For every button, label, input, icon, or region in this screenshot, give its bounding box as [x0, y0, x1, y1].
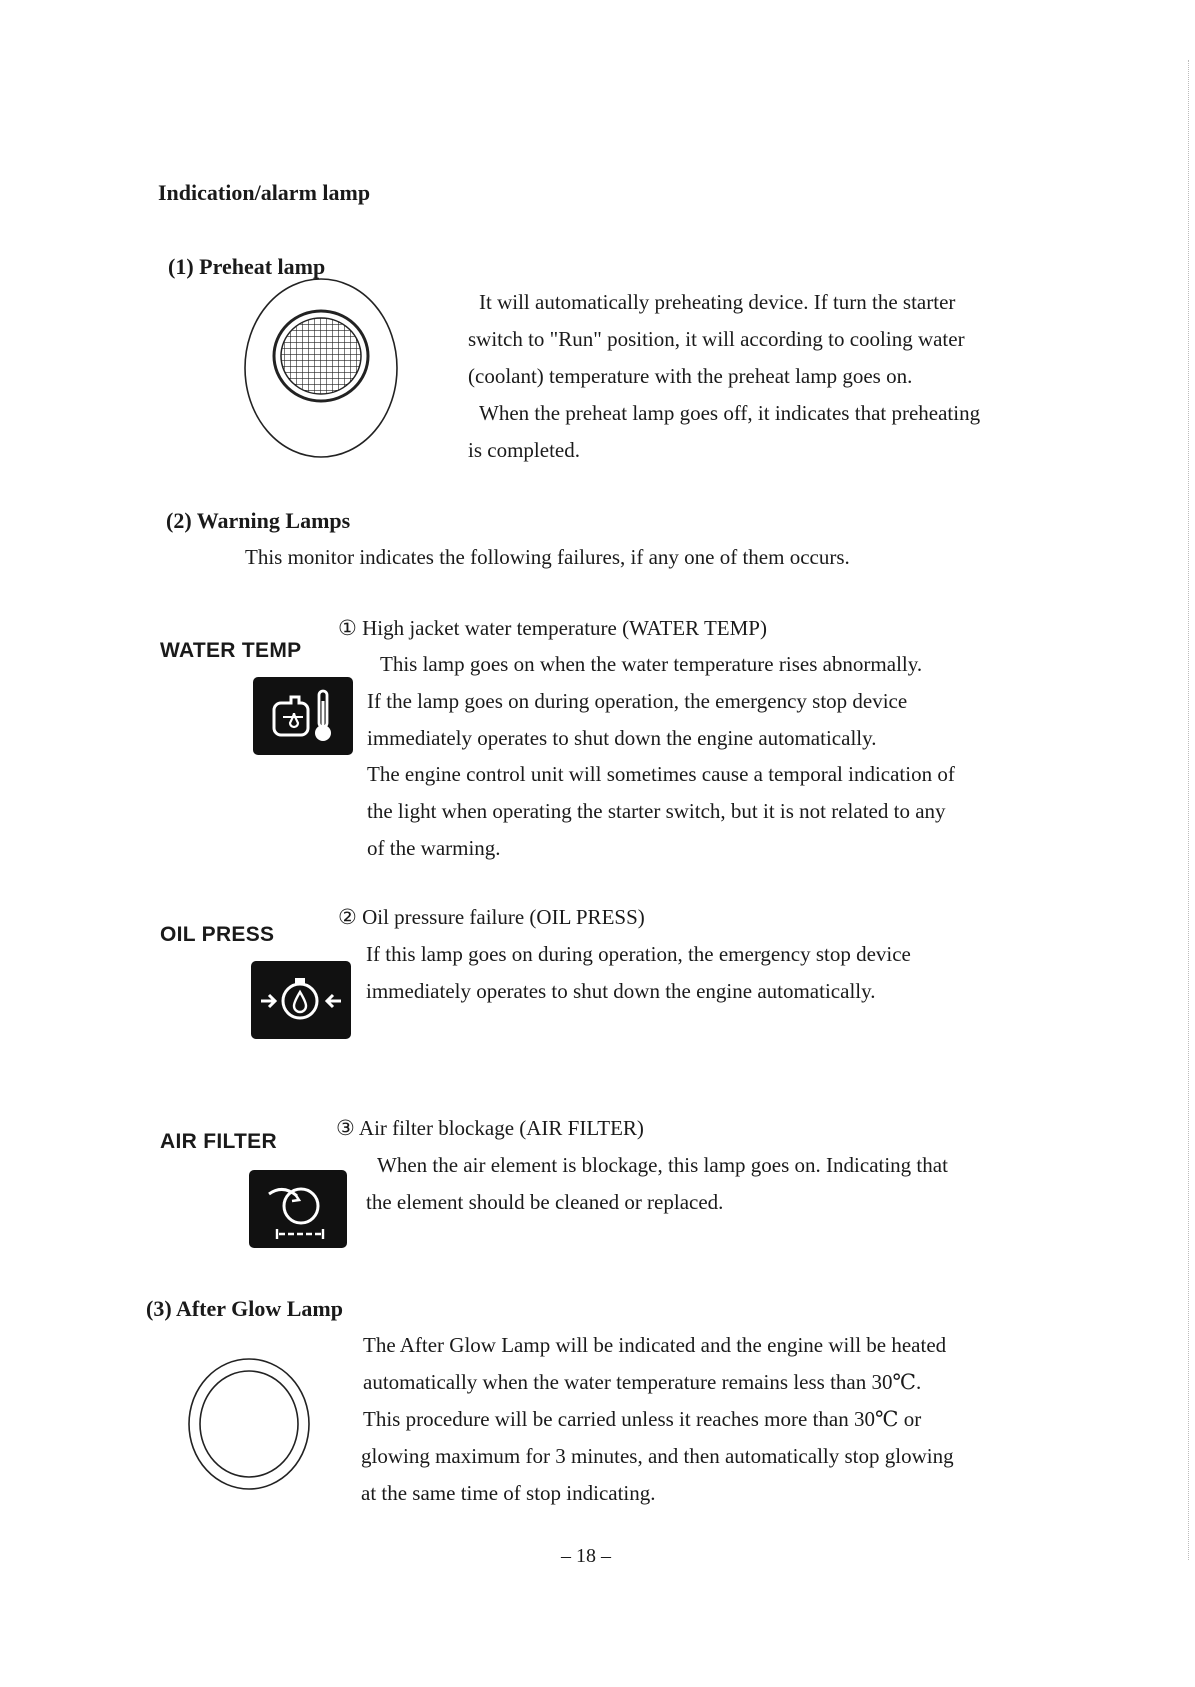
- preheat-line-2: switch to "Run" position, it will according to cooling water: [468, 327, 965, 351]
- preheat-line-5: is completed.: [468, 438, 580, 462]
- preheat-lamp-icon: [242, 276, 402, 466]
- water-temp-icon: [253, 677, 353, 755]
- oil-press-label: OIL PRESS: [160, 923, 275, 946]
- water-temp-lamp: [253, 677, 353, 755]
- after-glow-line-1: The After Glow Lamp will be indicated and the engine will be heated: [363, 1333, 947, 1357]
- water-temp-line-5: the light when operating the starter switch, but it is not related to any: [367, 799, 946, 823]
- warning-title: (2) Warning Lamps: [166, 508, 351, 533]
- scan-edge: [1187, 60, 1189, 1560]
- air-filter-icon: [249, 1170, 347, 1248]
- oil-press-lamp: [251, 961, 351, 1039]
- water-temp-heading: ① High jacket water temperature (WATER TEMP): [338, 616, 767, 640]
- oil-press-line-1: If this lamp goes on during operation, the emergency stop device: [366, 942, 911, 966]
- air-filter-line-2: the element should be cleaned or replaced.: [366, 1190, 724, 1214]
- warning-intro: This monitor indicates the following failures, if any one of them occurs.: [245, 545, 850, 569]
- oil-press-heading: ② Oil pressure failure (OIL PRESS): [338, 905, 645, 929]
- air-filter-lamp: [249, 1170, 347, 1248]
- oil-press-icon: [251, 961, 351, 1039]
- preheat-line-1: It will automatically preheating device. If turn the starter: [479, 290, 956, 314]
- water-temp-line-2: If the lamp goes on during operation, the emergency stop device: [367, 689, 908, 713]
- water-temp-line-3: immediately operates to shut down the engine automatically.: [367, 726, 877, 750]
- air-filter-line-1: When the air element is blockage, this lamp goes on. Indicating that: [377, 1153, 948, 1177]
- oil-press-line-2: immediately operates to shut down the engine automatically.: [366, 979, 876, 1003]
- water-temp-line-6: of the warming.: [367, 836, 501, 860]
- page-number: – 18 –: [561, 1545, 611, 1567]
- water-temp-label: WATER TEMP: [160, 639, 302, 662]
- after-glow-line-2: automatically when the water temperature remains less than 30℃.: [363, 1370, 922, 1394]
- preheat-line-4: When the preheat lamp goes off, it indicates that preheating: [479, 401, 981, 425]
- preheat-title: (1) Preheat lamp: [168, 254, 326, 279]
- water-temp-line-1: This lamp goes on when the water temperature rises abnormally.: [380, 652, 923, 676]
- air-filter-label: AIR FILTER: [160, 1130, 277, 1153]
- after-glow-lamp-icon: [186, 1356, 316, 1496]
- air-filter-heading: ③ Air filter blockage (AIR FILTER): [336, 1116, 644, 1140]
- preheat-line-3: (coolant) temperature with the preheat lamp goes on.: [468, 364, 913, 388]
- after-glow-title: (3) After Glow Lamp: [146, 1296, 343, 1321]
- after-glow-line-3: This procedure will be carried unless it reaches more than 30℃ or: [363, 1407, 922, 1431]
- after-glow-line-5: at the same time of stop indicating.: [361, 1481, 656, 1505]
- page-heading: Indication/alarm lamp: [158, 180, 371, 205]
- after-glow-line-4: glowing maximum for 3 minutes, and then automatically stop glowing: [361, 1444, 954, 1468]
- water-temp-line-4: The engine control unit will sometimes cause a temporal indication of: [367, 762, 955, 786]
